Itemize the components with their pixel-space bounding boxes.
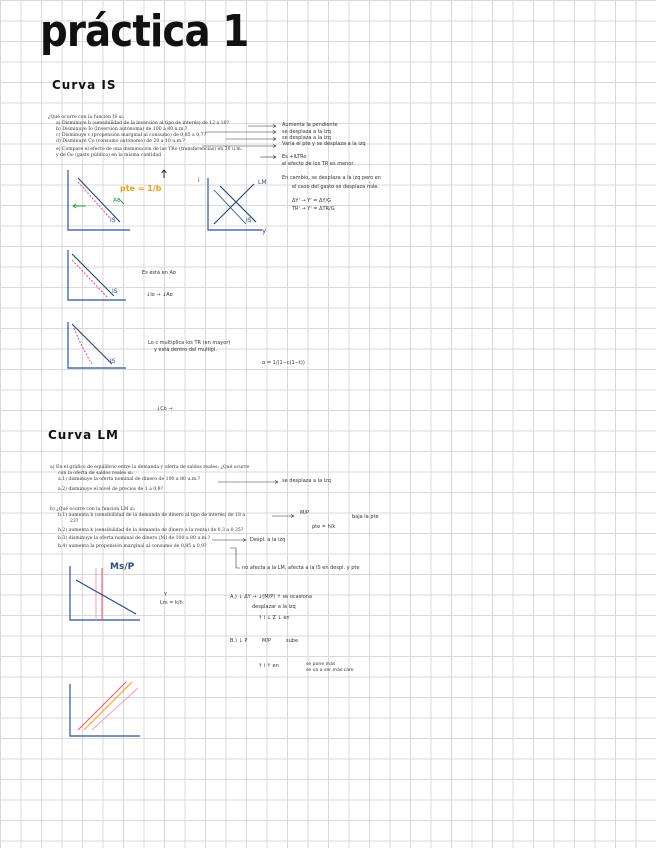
is-graph4-formula: α = 1/(1−c(1−t)) <box>262 360 305 366</box>
is-graph4-note1: Lo c multiplica los TR (en mayor) <box>148 340 231 346</box>
lm-note-c3: se va a ser más caro <box>306 668 354 673</box>
lm-b1: b.1) aumenta h (sensibilidad de la demanda de dinero al tipo de interés) de 18 a <box>58 513 246 518</box>
lm-graph-y-label: Y <box>164 592 168 598</box>
lm-note-b-frac: M/P <box>262 638 272 644</box>
lm-b3-answer: Despl. a la izq <box>250 537 286 543</box>
lm-b3: b.3) disminuye la oferta nominal de dinero (M) de 100 a 80 u.m.? <box>58 536 211 541</box>
lm-note-c2: se pone más <box>306 662 336 667</box>
is-lm-cross-y-label: y <box>262 227 267 235</box>
lm-note-a1: A.) ↓ ΔY → ↓(M/P) ↑ se ocasiona <box>230 594 312 600</box>
lm-b4: b.4) aumenta la propensión marginal al consumo de 0,85 a 0,9? <box>58 544 207 549</box>
is-answer-e5: ΔY' → Y' = ΔY/G <box>292 198 332 204</box>
is-graph3-note1: Es está en Ao <box>142 270 176 276</box>
lm-a-intro: a) En el gráfico de equilibrio entre la demanda y oferta de saldos reales: ¿Qué ocurre <box>50 465 250 470</box>
is-graph-ao-label: Ao <box>113 197 121 204</box>
lm-graph-lm-eq: Lm = k/h <box>160 600 183 606</box>
is-lm-cross-is-label: IS <box>246 217 252 224</box>
lm-graph-ms-label: Ms/P <box>110 562 135 572</box>
lm-b1-answer-c: pte = h/k <box>312 524 336 530</box>
is-graph1-is-label: IS <box>110 217 116 224</box>
is-answer-e4: el caso del gasto se desplaza más. <box>292 184 379 190</box>
lm-note-a3: ↑ i ↓ Z ↓ en <box>258 615 290 621</box>
is-question-e: e) Compare el efecto de una disminución de las TRo (transferencias) en 20 u.m. <box>56 147 243 152</box>
lm-b1-cont: 23? <box>70 519 79 524</box>
is-question-d: d) Disminuye Co (consumo autónomo) de 20 a 10 u.m.? <box>56 139 185 144</box>
is-answer-e1: Es +ILTRo <box>282 154 307 160</box>
is-question-intro: ¿Qué ocurre con la función IS si: <box>48 115 125 120</box>
is-answer-e3: En cambio, se desplaza a la izq pero en <box>282 175 381 181</box>
page-title: práctica 1 <box>40 6 249 57</box>
is-question-c: c) Disminuye c (propensión marginal al consumo) de 0,85 a 0,7? <box>56 133 206 138</box>
is-graph3-is-label: IS <box>112 288 118 295</box>
lm-note-c1: ↑ i ↑ en <box>258 663 279 669</box>
is-note-co: ↓Co → <box>156 406 173 412</box>
lm-a1: a.1) disminuye la oferta nominal de dinero de 100 a 80 u.m.? <box>58 477 201 482</box>
is-answer-e2: el efecto de los TR es menor <box>282 161 354 167</box>
lm-b-intro: b) ¿Qué ocurre con la función LM si: <box>50 507 136 512</box>
lm-note-b1: B.) ↓ P <box>230 638 248 644</box>
lm-a2: a.2) disminuye el nivel de precios de 1 a 0,8? <box>58 487 164 492</box>
lm-a-answer: se desplaza a la izq <box>282 478 331 484</box>
lm-a-intro2: con la oferta de saldos reales si: <box>58 471 134 476</box>
lm-b1-answer-b: baja la pte <box>352 514 379 520</box>
is-lm-cross-i-label: i <box>198 177 200 184</box>
lm-section-heading: Curva LM <box>48 428 119 442</box>
is-lm-cross-lm-label: LM <box>258 179 267 186</box>
is-answer-b1: se desplaza a la izq <box>282 135 331 141</box>
is-graph-pte-label: pte = 1/b <box>120 184 162 193</box>
is-graph4-is-label: IS <box>110 358 116 365</box>
lm-shift-graph <box>64 670 146 742</box>
is-question-e2: y de Go (gasto público) en la misma cantidad <box>56 153 162 158</box>
is-graph3-note2: ↓Io → ↓Ao <box>146 292 173 298</box>
lm-b1-answer-a: M/P <box>300 510 310 516</box>
lm-b2: b.2) aumenta k (sensibilidad de la demanda de dinero a la renta) de 0,3 a 0,35? <box>58 528 244 533</box>
is-question-b: b) Disminuye Io (Inversión autónoma) de 100 a 80 u.m.? <box>56 127 188 132</box>
lm-note-a2: desplazar a la izq <box>252 604 296 610</box>
is-question-a: a) Disminuye b (sensibilidad de la inversión al tipo de interés) de 12 a 10? <box>56 121 229 126</box>
lm-note-b-tail: sube <box>286 638 299 644</box>
is-graph4-note2: y está dentro del multipl. <box>154 347 217 353</box>
is-answer-a2: se desplaza a la izq <box>282 129 331 135</box>
lm-b4-answer: no afecta a la LM, afecta a la IS en despl. y pte <box>242 565 360 571</box>
is-answer-e6: TR' → Y' = ΔTR/G <box>292 206 335 212</box>
is-answer-c1: Varía el pte y se desplaza a la izq <box>282 141 366 147</box>
is-section-heading: Curva IS <box>52 78 117 92</box>
is-answer-a1: Aumenta la pendiente <box>282 122 338 128</box>
